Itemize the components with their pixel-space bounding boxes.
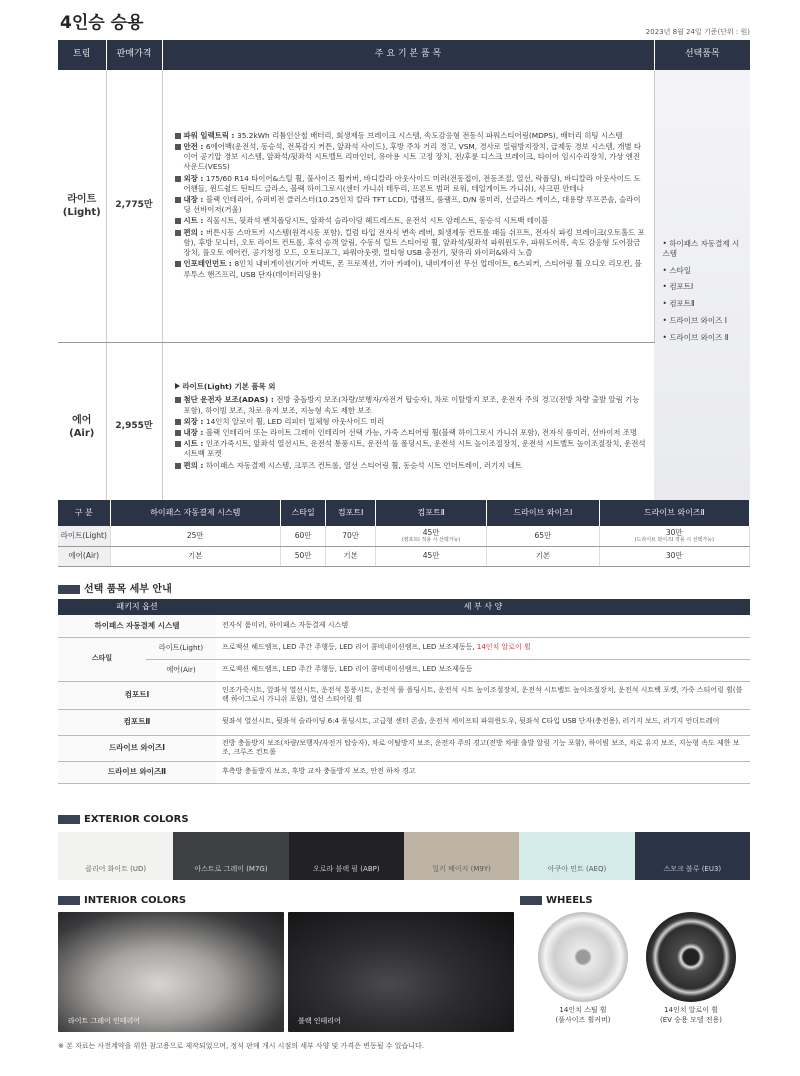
price-cell: 45만 (컴포트Ⅰ 적용 시 선택가능) (375, 526, 486, 546)
trim-name: 에어 (Air) (58, 342, 106, 512)
alloy-wheel-image (646, 912, 736, 1002)
option-header: 컴포트Ⅰ (326, 500, 376, 526)
trim-name: 라이트 (Light) (58, 70, 106, 342)
table-row (58, 735, 750, 761)
price-cell: 기본 (110, 546, 281, 566)
table-row (58, 637, 750, 659)
row-label: 에어(Air) (58, 546, 110, 566)
price-cell: 45만 (375, 546, 486, 566)
package-detail: 프로젝션 헤드램프, LED 주간 주행등, LED 리어 콤비네이션램프, LED 보조제동등, 14인치 알로이 휠 (216, 637, 750, 659)
light-gray-interior-image: 라이트 그레이 인테리어 (58, 912, 284, 1032)
package-detail: 뒷좌석 열선시트, 뒷좌석 슬라이딩 6:4 폴딩시트, 고급형 센터 콘솔, 운전석 세이프티 파워윈도우, 뒷좌석 C타입 USB 단자(충전용), 러기지 보드, 러기지 언더트레이 (216, 709, 750, 735)
section-bar (58, 896, 80, 905)
price-cell: 기본 (326, 546, 376, 566)
table-row (58, 681, 750, 709)
option-item: • 하이패스 자동결제 시스템 (663, 239, 743, 259)
package-name: 컴포트Ⅰ (58, 681, 216, 709)
feature-item: 파워 일렉트릭 : 35.2kWh 리튬인산철 배터리, 회생제동 브레이크 시스템, 속도감응형 전동식 파워스티어링(MDPS), 배터리 히팅 시스템 (175, 131, 646, 141)
option-item: • 컴포트Ⅰ (663, 282, 743, 292)
table-row (58, 546, 750, 566)
interior-title: INTERIOR COLORS (58, 894, 186, 907)
trim-price: 2,955만 (106, 342, 162, 512)
package-name: 컴포트Ⅱ (58, 709, 216, 735)
package-name: 드라이브 와이즈Ⅰ (58, 735, 216, 761)
color-swatch: 아쿠아 민트 (AEQ) (519, 832, 634, 880)
table-row (58, 761, 750, 783)
feature-item: 외장 : 175/60 R14 타이어&스틸 휠, 풀사이즈 휠커버, 바디칼라 아웃사이드 미러(전동접이, 전동조절, 열선, 락폴딩), 바디칼라 아웃사이드 도어핸들, 윈드쉴드 틴티드 글라스, 블랙 하이그로시(센터 가니쉬 테두리, 프론트 범퍼 로워, 테일게이트 가니쉬), 샤크핀 안테나 (175, 174, 646, 194)
footnote: ※ 본 자료는 사전계약을 위한 참고용으로 제작되었으며, 정식 판매 개시 시점의 세부 사양 및 가격은 변동될 수 있습니다. (58, 1042, 424, 1050)
air-subtitle: 라이트(Light) 기본 품목 외 (175, 382, 647, 392)
detail-section-title: 선택 품목 세부 안내 (58, 583, 172, 596)
price-cell: 70만 (326, 526, 376, 546)
option-header: 스타일 (281, 500, 326, 526)
package-detail: 프로젝션 헤드램프, LED 주간 주행등, LED 리어 콤비네이션램프, LED 보조제동등 (216, 659, 750, 681)
trim-table (58, 40, 750, 513)
price-cell: 25만 (110, 526, 281, 546)
trim-row-air (58, 342, 750, 512)
header (58, 8, 750, 38)
color-swatch: 아스트로 그레이 (M7G) (173, 832, 288, 880)
header-features: 주 요 기 본 품 목 (162, 40, 654, 70)
feature-item: 내장 : 블랙 인테리어 또는 라이트 그레이 인테리어 선택 가능, 가죽 스티어링 휠(블랙 하이그로시 가니쉬 포함), 전자식 룸미러, 선바이저 조명 (175, 428, 647, 438)
black-interior-image: 블랙 인테리어 (288, 912, 514, 1032)
detail-header: 패키지 옵션 (58, 599, 216, 615)
price-cell: 50만 (281, 546, 326, 566)
steel-wheel-image (538, 912, 628, 1002)
feature-item: 시트 : 인조가죽시트, 앞좌석 열선시트, 운전석 통풍시트, 운전석 풀 폴딩시트, 운전석 시트 높이조절장치, 운전석 시트벨트 높이조절장치, 운전석 시트백 포켓 (175, 439, 647, 459)
feature-item: 외장 : 14인치 알로이 휠, LED 리피터 일체형 아웃사이드 미러 (175, 417, 647, 427)
feature-list (162, 70, 654, 342)
price-cell: 30만 (599, 546, 749, 566)
trim-row-light (58, 70, 750, 342)
feature-item: 인포테인먼트 : 8인치 내비게이션(기아 커넥트, 폰 프로젝션, 기아 카페이), 내비게이션 무선 업데이트, 6스피커, 스티어링 휠 오디오 리모컨, 블루투스 핸즈프리, USB 단자(데이터리딩용) (175, 259, 646, 279)
feature-item: 첨단 운전자 보조(ADAS) : 전방 충돌방지 보조(차량/보행자/자전거 탑승자), 차로 이탈방지 보조, 운전자 주의 경고(전방 차량 출발 알림 기능 포함), 하이빔 보조, 차로 유지 보조, 지능형 속도 제한 보조 (175, 395, 647, 415)
exterior-swatches (58, 832, 750, 880)
package-detail: 인조가죽시트, 앞좌석 열선시트, 운전석 통풍시트, 운전석 풀 폴딩시트, 운전석 시트 높이조절장치, 운전석 시트벨트 높이조절장치, 운전석 시트백 포켓, 가죽 스티어링 휠(블랙 하이그로시 가니쉬 포함), 열선 스티어링 휠 (216, 681, 750, 709)
option-item: • 컴포트Ⅱ (663, 299, 743, 309)
steel-wheel-label: 14인치 스틸 휠 (풀사이즈 휠커버) (555, 1006, 611, 1024)
package-trim: 라이트(Light) (146, 637, 216, 659)
package-detail: 후측방 충돌방지 보조, 후방 교차 충돌방지 보조, 안전 하차 경고 (216, 761, 750, 783)
section-bar (58, 815, 80, 824)
color-swatch: 스모크 블루 (EU3) (635, 832, 750, 880)
page-title: 4인승 승용 (60, 13, 144, 33)
option-item: • 드라이브 와이즈 Ⅰ (663, 316, 743, 326)
option-item: • 드라이브 와이즈 Ⅱ (663, 333, 743, 343)
option-item: • 스타일 (663, 266, 743, 276)
color-swatch: 오로라 블랙 펄 (ABP) (289, 832, 404, 880)
package-detail: 전자식 룸미러, 하이패스 자동결제 시스템 (216, 615, 750, 637)
price-cell: 30만 (드라이브 와이즈Ⅰ 적용 시 선택가능) (599, 526, 749, 546)
detail-table (58, 599, 750, 784)
option-list (654, 70, 750, 512)
header-price: 판매가격 (106, 40, 162, 70)
header-trim: 트림 (58, 40, 106, 70)
date-note: 2023년 8월 24일 기준(단위 : 원) (645, 28, 750, 36)
package-name: 스타일 (58, 637, 146, 681)
table-row (58, 526, 750, 546)
header-options: 선택품목 (654, 40, 750, 70)
row-label: 라이트(Light) (58, 526, 110, 546)
alloy-wheel-label: 14인치 알로이 휠 (EV 승용 모델 전용) (660, 1006, 722, 1024)
option-header: 구 분 (58, 500, 110, 526)
feature-item: 편의 : 하이패스 자동결제 시스템, 크루즈 컨트롤, 열선 스티어링 휠, 동승석 시트 언더트레이, 러기지 네트 (175, 461, 647, 471)
feature-list (162, 342, 654, 512)
price-cell: 기본 (487, 546, 599, 566)
package-detail: 전방 충돌방지 보조(차량/보행자/자전거 탑승자), 차로 이탈방지 보조, 운전자 주의 경고(전방 차량 출발 알림 기능 포함), 하이빔 보조, 차로 유지 보조, 지능형 속도 제한 보조, 크루즈 컨트롤 (216, 735, 750, 761)
option-header: 하이패스 자동결제 시스템 (110, 500, 281, 526)
trim-price: 2,775만 (106, 70, 162, 342)
table-row (58, 709, 750, 735)
option-header: 드라이브 와이즈Ⅱ (599, 500, 749, 526)
color-swatch: 클리어 화이트 (UD) (58, 832, 173, 880)
table-row (58, 615, 750, 637)
section-bar (58, 585, 80, 594)
table-row (58, 659, 750, 681)
exterior-title: EXTERIOR COLORS (58, 813, 189, 826)
option-header: 드라이브 와이즈Ⅰ (487, 500, 599, 526)
wheels-title: WHEELS (520, 894, 593, 907)
feature-item: 시트 : 직물시트, 뒷좌석 벤치폴딩시트, 앞좌석 슬라이딩 헤드레스트, 운전석 시트 암레스트, 동승석 시트백 테이블 (175, 216, 646, 226)
feature-item: 편의 : 버튼시동 스마트키 시스템(원격시동 포함), 컬럼 타입 전자식 변속 레버, 회생제동 컨트롤 패들 쉬프트, 전자식 파킹 브레이크(오토홀드 포함), 후방 모니터, 오토 라이트 컨트롤, 후석 승객 알림, 수동식 틸트 스티어링 휠, 앞좌석/뒷좌석 파워윈도우, 파워도어록, 속도 감응형 도어잠금장치, 풀오토 에어컨, 공기청정 모드, 오토디포그, 파워아웃렛, 멀티형 USB 충전기, 뒷유리 와이퍼&와셔 노즐 (175, 228, 646, 259)
color-swatch: 밀키 베이지 (M9Y) (404, 832, 519, 880)
feature-item: 내장 : 블랙 인테리어, 슈퍼비전 클러스터(10.25인치 칼라 TFT LCD), 맵램프, 룸램프, D/N 룸미러, 선글라스 케이스, 대용량 루프콘솔, 슬라이딩 선바이저(거울) (175, 195, 646, 215)
package-name: 드라이브 와이즈Ⅱ (58, 761, 216, 783)
option-price-table (58, 500, 750, 567)
option-header: 컴포트Ⅱ (375, 500, 486, 526)
price-cell: 60만 (281, 526, 326, 546)
price-cell: 65만 (487, 526, 599, 546)
section-bar (520, 896, 542, 905)
feature-item: 안전 : 6에어백(운전석, 동승석, 전복감지 커튼, 앞좌석 사이드), 후방 주차 거리 경고, VSM, 경사로 밀림방지장치, 급제동 경보 시스템, 개별 타이어 공기압 경보 시스템, 앞좌석/뒷좌석 시트벨트 리마인더, 유아용 시트 고정 장치, 전/후륜 디스크 브레이크, 타이어 임시수리장치, 가상 엔진 사운드(VESS) (175, 142, 646, 173)
package-trim: 에어(Air) (146, 659, 216, 681)
package-name: 하이패스 자동결제 시스템 (58, 615, 216, 637)
detail-header: 세 부 사 양 (216, 599, 750, 615)
